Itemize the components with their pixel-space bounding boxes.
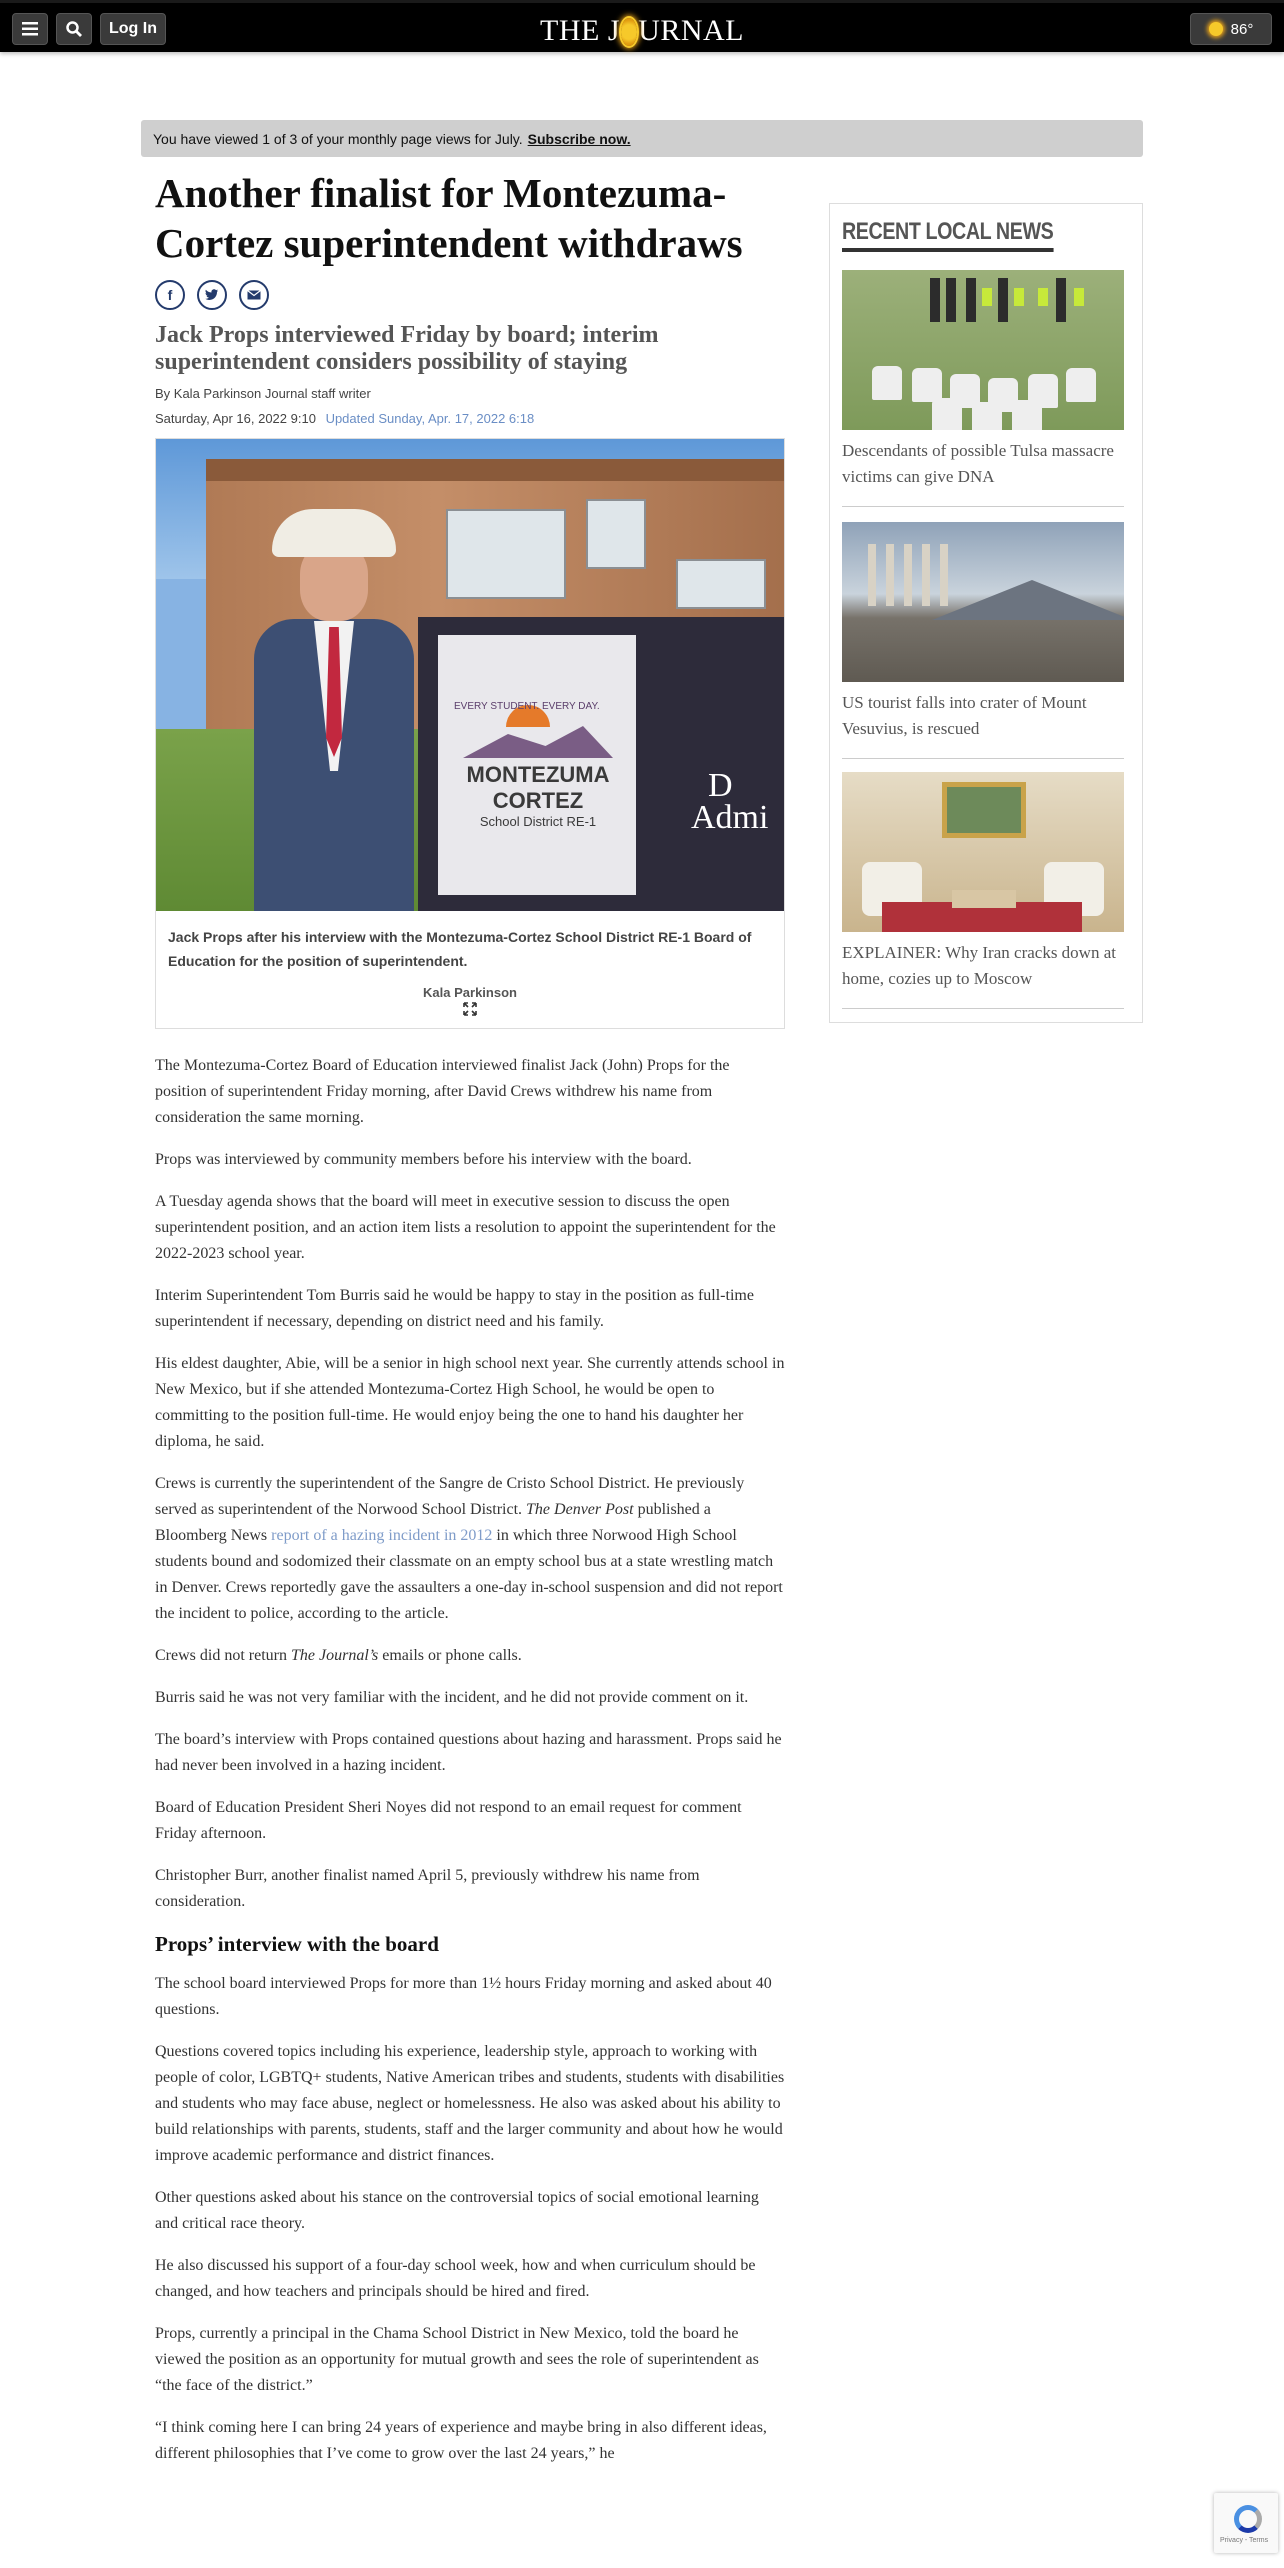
- paragraph: Burris said he was not very familiar with the incident, and he did not provide comment on it.: [155, 1689, 749, 1706]
- article-dates: [155, 411, 785, 426]
- news-headline[interactable]: EXPLAINER: Why Iran cracks down at home, cozies up to Moscow: [842, 943, 1116, 988]
- paragraph: The board’s interview with Props contained questions about hazing and harassment. Props said he had never been involved in a hazing incident.: [155, 1731, 782, 1774]
- sidebar-title: RECENT LOCAL NEWS: [842, 218, 1053, 252]
- weather-widget[interactable]: [1190, 13, 1272, 45]
- recaptcha-badge[interactable]: [1214, 2493, 1278, 2553]
- article: [155, 168, 785, 2483]
- paragraph: [155, 1643, 785, 1669]
- page-view-meter-banner: [141, 120, 1143, 157]
- sign-mountain-graphic: [463, 718, 613, 758]
- logo-text-right: URNAL: [638, 14, 744, 47]
- lead-photo-figure: [155, 438, 785, 1029]
- paragraph-text: in which three Norwood High School students bound and sodomized their classmate on an empty school bus at a state wrestling match in Denver. Crews reportedly gave the assaulters a one-day in-school suspension and did not report the incident to police, according to the article.: [155, 1527, 783, 1622]
- twitter-icon[interactable]: [197, 280, 227, 310]
- sign-slogan: EVERY STUDENT. EVERY DAY.: [454, 701, 600, 712]
- facebook-icon[interactable]: f: [155, 280, 185, 310]
- share-buttons: [155, 280, 785, 310]
- sidebar-news-item[interactable]: [842, 270, 1124, 490]
- subscribe-link[interactable]: Subscribe now.: [527, 130, 631, 147]
- weather-temperature: 86°: [1230, 20, 1254, 38]
- paragraph: Props, currently a principal in the Chama School District in New Mexico, told the board he viewed the position as an opportunity for mutual growth and sees the role of superintendent as “the face of the district.”: [155, 2325, 759, 2394]
- photo-sign-text: [448, 701, 628, 829]
- sun-logo-icon: [621, 18, 637, 46]
- lead-photo[interactable]: [156, 439, 784, 911]
- logo-text-left: THE J: [540, 14, 620, 47]
- paragraph: He also discussed his support of a four-day school week, how and when curriculum should be changed, and how teachers and principals should be hired and fired.: [155, 2257, 756, 2300]
- article-body: [155, 1053, 785, 2467]
- sign-district: School District RE-1: [479, 814, 597, 829]
- photo-person: [244, 509, 424, 911]
- hamburger-icon: [22, 22, 38, 36]
- paragraph: Props was interviewed by community members before his interview with the board.: [155, 1151, 692, 1168]
- sidebar-news-item[interactable]: [842, 522, 1124, 742]
- meter-message: You have viewed 1 of 3 of your monthly page views for July.: [153, 130, 523, 147]
- divider: [842, 758, 1124, 759]
- paragraph: A Tuesday agenda shows that the board will meet in executive session to discuss the open superintendent position, and an action item lists a resolution to appoint the superintendent for the 2022-2023 school year.: [155, 1193, 776, 1262]
- paragraph: The school board interviewed Props for more than 1½ hours Friday morning and asked about 40 questions.: [155, 1975, 772, 2018]
- top-navigation-bar: [0, 0, 1284, 52]
- published-date: Saturday, Apr 16, 2022 9:10: [155, 411, 316, 426]
- publication-name: The Journal’s: [290, 1647, 379, 1664]
- recent-local-news-sidebar: [829, 203, 1143, 1023]
- paragraph: “I think coming here I can bring 24 years of experience and maybe bring in also different ideas, different philosophies that I’ve come to grow over the last 24 years,” he: [155, 2419, 767, 2462]
- hazing-report-link[interactable]: report of a hazing incident in 2012: [271, 1527, 493, 1544]
- paragraph: Interim Superintendent Tom Burris said he would be happy to stay in the position as full-time superintendent if necessary, depending on district need and his family.: [155, 1287, 754, 1330]
- photo-window: [586, 499, 646, 569]
- article-headline: Another finalist for Montezuma-Cortez superintendent withdraws: [155, 170, 743, 266]
- paragraph-text: Crews is currently the superintendent of the Sangre de Cristo School District. He previously served as superintendent of the Norwood School District.: [155, 1475, 745, 1518]
- divider: [842, 506, 1124, 507]
- paragraph: Christopher Burr, another finalist named April 5, previously withdrew his name from consideration.: [155, 1867, 700, 1910]
- paragraph: His eldest daughter, Abie, will be a senior in high school next year. She currently attends school in New Mexico, but if she attended Montezuma-Cortez High School, he would be open to committing to the position full-time. He would enjoy being the one to hand his daughter her diploma, he said.: [155, 1355, 785, 1450]
- photo-roof: [206, 459, 784, 481]
- paragraph: Other questions asked about his stance on the controversial topics of social emotional learning and critical race theory.: [155, 2189, 759, 2232]
- photo-window: [676, 559, 766, 609]
- news-thumbnail[interactable]: [842, 270, 1124, 430]
- publication-name: The Denver Post: [526, 1501, 634, 1518]
- paragraph-text: Crews did not return: [155, 1647, 291, 1664]
- recaptcha-label[interactable]: Privacy - Terms: [1220, 2537, 1269, 2544]
- paragraph-text: published a Bloomberg News: [155, 1501, 711, 1544]
- sidebar-news-item[interactable]: [842, 772, 1124, 992]
- sign-letter-d: D: [708, 767, 733, 804]
- sign-name: MONTEZUMA CORTEZ: [466, 762, 610, 813]
- photo-credit: Kala Parkinson: [423, 985, 517, 1000]
- sign-admin-text: Admi: [691, 799, 769, 836]
- photo-caption: Jack Props after his interview with the Montezuma-Cortez School District RE-1 Board of Education for the position of superintendent.: [168, 929, 752, 969]
- paragraph-text: emails or phone calls.: [378, 1647, 522, 1664]
- photo-window: [446, 509, 566, 599]
- recaptcha-icon: [1234, 2505, 1262, 2533]
- byline: By Kala Parkinson Journal staff writer: [155, 386, 371, 401]
- expand-icon[interactable]: [156, 1000, 784, 1028]
- paragraph: The Montezuma-Cortez Board of Education interviewed finalist Jack (John) Props for the position of superintendent Friday morning, after David Crews withdrew his name from consideration the same morning.: [155, 1057, 730, 1126]
- news-headline[interactable]: Descendants of possible Tulsa massacre victims can give DNA: [842, 441, 1114, 486]
- news-headline[interactable]: US tourist falls into crater of Mount Vesuvius, is rescued: [842, 693, 1087, 738]
- divider: [842, 1008, 1124, 1009]
- search-button[interactable]: [56, 13, 92, 45]
- search-icon: [66, 21, 82, 37]
- paragraph: [155, 1471, 785, 1627]
- section-heading: Props’ interview with the board: [155, 1932, 439, 1956]
- email-icon[interactable]: [239, 280, 269, 310]
- paragraph: Board of Education President Sheri Noyes did not respond to an email request for comment Friday afternoon.: [155, 1799, 742, 1842]
- login-button[interactable]: Log In: [100, 13, 166, 45]
- updated-date: Updated Sunday, Apr. 17, 2022 6:18: [325, 411, 535, 426]
- sun-weather-icon: [1209, 22, 1223, 36]
- news-thumbnail[interactable]: [842, 772, 1124, 932]
- article-subhead: Jack Props interviewed Friday by board; interim superintendent considers possibility of staying: [155, 322, 659, 375]
- paragraph: Questions covered topics including his experience, leadership style, approach to working with people of color, LGBTQ+ students, Native American tribes and students, students with disabilities and students who may face abuse, neglect or homelessness. He also was asked about his ability to build relationships with parents, students, staff and the larger community and about how he would improve academic performance and district finances.: [155, 2043, 785, 2164]
- menu-button[interactable]: [12, 13, 48, 45]
- site-logo[interactable]: [540, 14, 744, 48]
- news-thumbnail[interactable]: [842, 522, 1124, 682]
